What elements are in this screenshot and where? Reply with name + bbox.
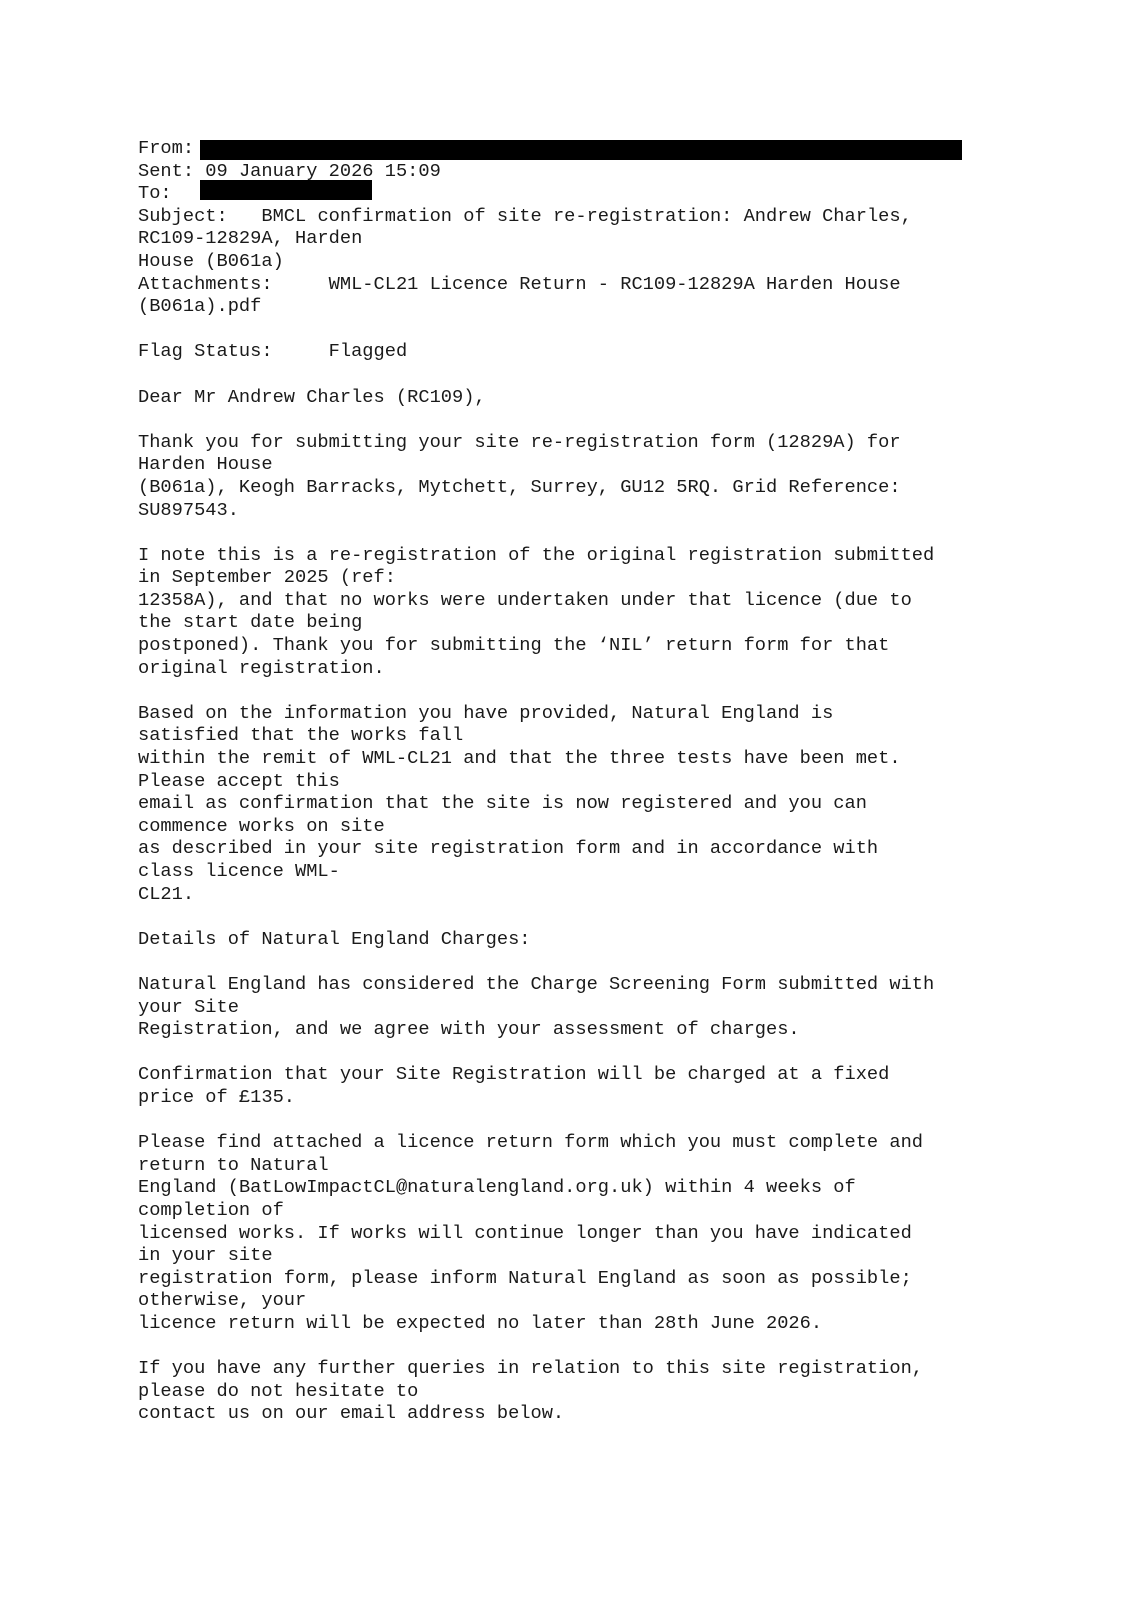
paragraph-line: in September 2025 (ref:	[138, 566, 396, 589]
paragraph-7	[138, 1357, 998, 1425]
paragraph-line: commence works on site	[138, 814, 385, 837]
paragraph-line: Natural England has considered the Charge Screening Form submitted with	[138, 972, 935, 995]
paragraph-6	[138, 1131, 998, 1334]
flag-value: Flagged	[328, 340, 408, 363]
paragraph-2	[138, 544, 998, 680]
paragraph-line: original registration.	[138, 656, 385, 679]
paragraph-line: contact us on our email address below.	[138, 1402, 565, 1425]
paragraph-line: If you have any further queries in relation to this site registration,	[138, 1357, 924, 1380]
paragraph-line: otherwise, your	[138, 1289, 307, 1312]
attachment-name-2[interactable]: (B061a).pdf	[138, 295, 262, 318]
paragraph-line: Confirmation that your Site Registration will be charged at a fixed	[138, 1063, 890, 1086]
subject-row	[138, 205, 998, 228]
attachment-name-1[interactable]: WML-CL21 Licence Return - RC109-12829A Harden House	[328, 272, 901, 295]
subject-label: Subject:	[138, 204, 228, 227]
sent-value: 09 January 2026 15:09	[205, 159, 441, 182]
paragraph-line: Based on the information you have provided, Natural England is	[138, 701, 834, 724]
paragraph-1	[138, 431, 998, 521]
email-document	[138, 137, 998, 1425]
paragraph-line: the start date being	[138, 611, 363, 634]
subject-line-1: BMCL confirmation of site re-registration: Andrew Charles,	[261, 204, 912, 227]
paragraph-4	[138, 973, 998, 1041]
paragraph-line	[138, 1176, 998, 1199]
greeting: Dear Mr Andrew Charles (RC109),	[138, 385, 486, 408]
text-segment: England (	[138, 1176, 239, 1199]
paragraph-line: licensed works. If works will continue longer than you have indicated	[138, 1221, 912, 1244]
paragraph-line: return to Natural	[138, 1153, 329, 1176]
paragraph-line: class licence WML-	[138, 860, 340, 882]
paragraph-line: postponed). Thank you for submitting the ‘NIL’ return form for that	[138, 634, 890, 657]
text-segment: ) within 4 weeks of	[642, 1176, 856, 1199]
flag-label: Flag Status:	[138, 340, 273, 363]
paragraph-line: in your site	[138, 1244, 273, 1267]
paragraph-line: price of £135.	[138, 1085, 296, 1108]
paragraph-line: your Site	[138, 995, 239, 1018]
flag-row	[138, 340, 998, 363]
paragraph-line: Please accept this	[138, 769, 340, 792]
sent-label: Sent:	[138, 159, 195, 182]
sent-row	[138, 160, 998, 183]
attachments-row	[138, 273, 998, 296]
attachments-label: Attachments:	[138, 272, 273, 295]
paragraph-line: Harden House	[138, 453, 273, 476]
paragraph-3	[138, 702, 998, 905]
paragraph-line: licence return will be expected no later than 28th June 2026.	[138, 1311, 823, 1334]
from-row	[138, 137, 998, 160]
paragraph-line: completion of	[138, 1198, 284, 1221]
paragraph-line: please do not hesitate to	[138, 1379, 419, 1402]
subject-line-3: House (B061a)	[138, 249, 284, 272]
paragraph-line: I note this is a re-registration of the original registration submitted	[138, 543, 935, 566]
to-row	[138, 182, 998, 205]
subject-line-2: RC109-12829A, Harden	[138, 227, 363, 250]
paragraph-line: CL21.	[138, 882, 195, 905]
paragraph-5	[138, 1063, 998, 1108]
charges-heading: Details of Natural England Charges:	[138, 927, 531, 950]
paragraph-line: (B061a), Keogh Barracks, Mytchett, Surrey, GU12 5RQ. Grid Reference:	[138, 475, 901, 498]
paragraph-line: Please find attached a licence return form which you must complete and	[138, 1131, 924, 1154]
paragraph-line: registration form, please inform Natural England as soon as possible;	[138, 1266, 912, 1289]
paragraph-line: SU897543.	[138, 498, 239, 521]
paragraph-line: Thank you for submitting your site re-registration form (12829A) for	[138, 430, 901, 453]
paragraph-line: email as confirmation that the site is now registered and you can	[138, 792, 867, 815]
contact-email-link[interactable]: BatLowImpactCL@naturalengland.org.uk	[238, 1176, 643, 1199]
paragraph-line: satisfied that the works fall	[138, 724, 464, 747]
paragraph-line: within the remit of WML-CL21 and that the three tests have been met.	[138, 747, 901, 770]
to-label: To:	[138, 182, 172, 205]
paragraph-line: Registration, and we agree with your assessment of charges.	[138, 1018, 800, 1041]
from-label: From:	[138, 137, 195, 159]
paragraph-line: as described in your site registration form and in accordance with	[138, 837, 879, 860]
paragraph-line: 12358A), and that no works were undertaken under that licence (due to	[138, 588, 912, 611]
